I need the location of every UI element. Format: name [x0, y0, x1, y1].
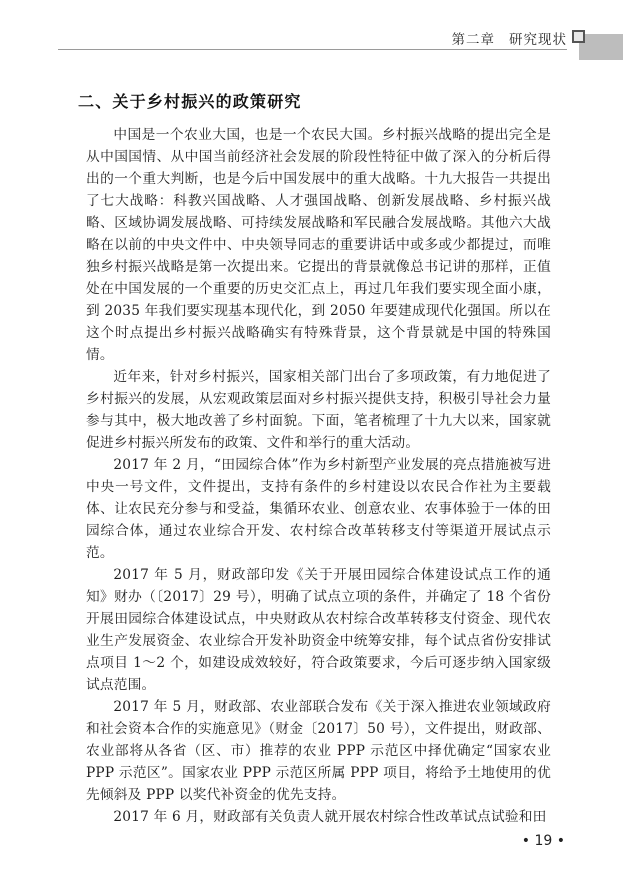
paragraph: 2017 年 2 月，“田园综合体”作为乡村新型产业发展的亮点措施被写进中央一号文件，文件提出，支持有条件的乡村建设以农民合作社为主要载体、让农民充分参与和受益，集循环农业、创意农业、农事体验于一体的田园综合体，通过农业综合开发、农村综合改革转移支付等渠道开展试点示范。 [86, 457, 551, 561]
body-text [86, 124, 551, 828]
header-rule [58, 49, 567, 50]
page-number-dot-right: • [556, 833, 565, 849]
page-number-value: 19 [534, 833, 553, 849]
paragraph: 中国是一个农业大国，也是一个农民大国。乡村振兴战略的提出完全是从中国国情、从中国当前经济社会发展的阶段性特征中做了深入的分析后得出的一个重大判断，也是今后中国发展中的重大战略。十九大报告一共提出了七大战略：科教兴国战略、人才强国战略、创新发展战略、乡村振兴战略、区域协调发展战略、可持续发展战略和军民融合发展战略。其他六大战略在以前的中央文件中、中央领导同志的重要讲话中或多或少都提过，而唯独乡村振兴战略是第一次提出来。它提出的背景就像总书记讲的那样，正值处在中国发展的一个重要的历史交汇点上，再过几年我们要实现全面小康，到 2035 年我们要实现基本现代化，到 2050 年要建成现代化强国。所以在这个时点提出乡村振兴战略确实有特殊背景，这个背景就是中国的特殊国情。 [86, 127, 551, 363]
running-header [452, 28, 568, 48]
chapter-title: 研究现状 [509, 32, 567, 48]
paragraph: 2017 年 5 月，财政部、农业部联合发布《关于深入推进农业领域政府和社会资本合作的实施意见》（财金〔2017〕50 号），文件提出，财政部、农业部将从各省（区、市）推荐的农业 PPP 示范区中择优确定“国家农业 PPP 示范区”。国家农业 PPP 示范区所属 PPP 项目，将给予土地使用的优先倾斜及 PPP 以奖代补资金的优先支持。 [86, 699, 551, 803]
header-tab-decoration [579, 34, 623, 60]
paragraph: 2017 年 6 月，财政部有关负责人就开展农村综合性改革试点试验和田 [113, 809, 547, 825]
chapter-number: 第二章 [451, 32, 495, 48]
page-number-dot-left: • [521, 833, 530, 849]
paragraph: 2017 年 5 月，财政部印发《关于开展田园综合体建设试点工作的通知》财办（〔2017〕29 号），明确了试点立项的条件，并确定了 18 个省份开展田园综合体建设试点，中央财政从农村综合改革转移支付资金、现代农业生产发展资金、农业综合开发补助资金中统筹安排，每个试点省份安排试点项目 1～2 个，如建设成效较好，符合政策要求，今后可逐步纳入国家级试点范围。 [86, 567, 551, 693]
page-number [522, 833, 565, 849]
paragraph: 近年来，针对乡村振兴，国家相关部门出台了多项政策，有力地促进了乡村振兴的发展，从宏观政策层面对乡村振兴提供支持，积极引导社会力量参与其中，极大地改善了乡村面貌。下面，笔者梳理了十九大以来，国家就促进乡村振兴所发布的政策、文件和举行的重大活动。 [86, 369, 551, 451]
section-title: 二、关于乡村振兴的政策研究 [78, 92, 302, 111]
header-square-mark [572, 30, 585, 43]
